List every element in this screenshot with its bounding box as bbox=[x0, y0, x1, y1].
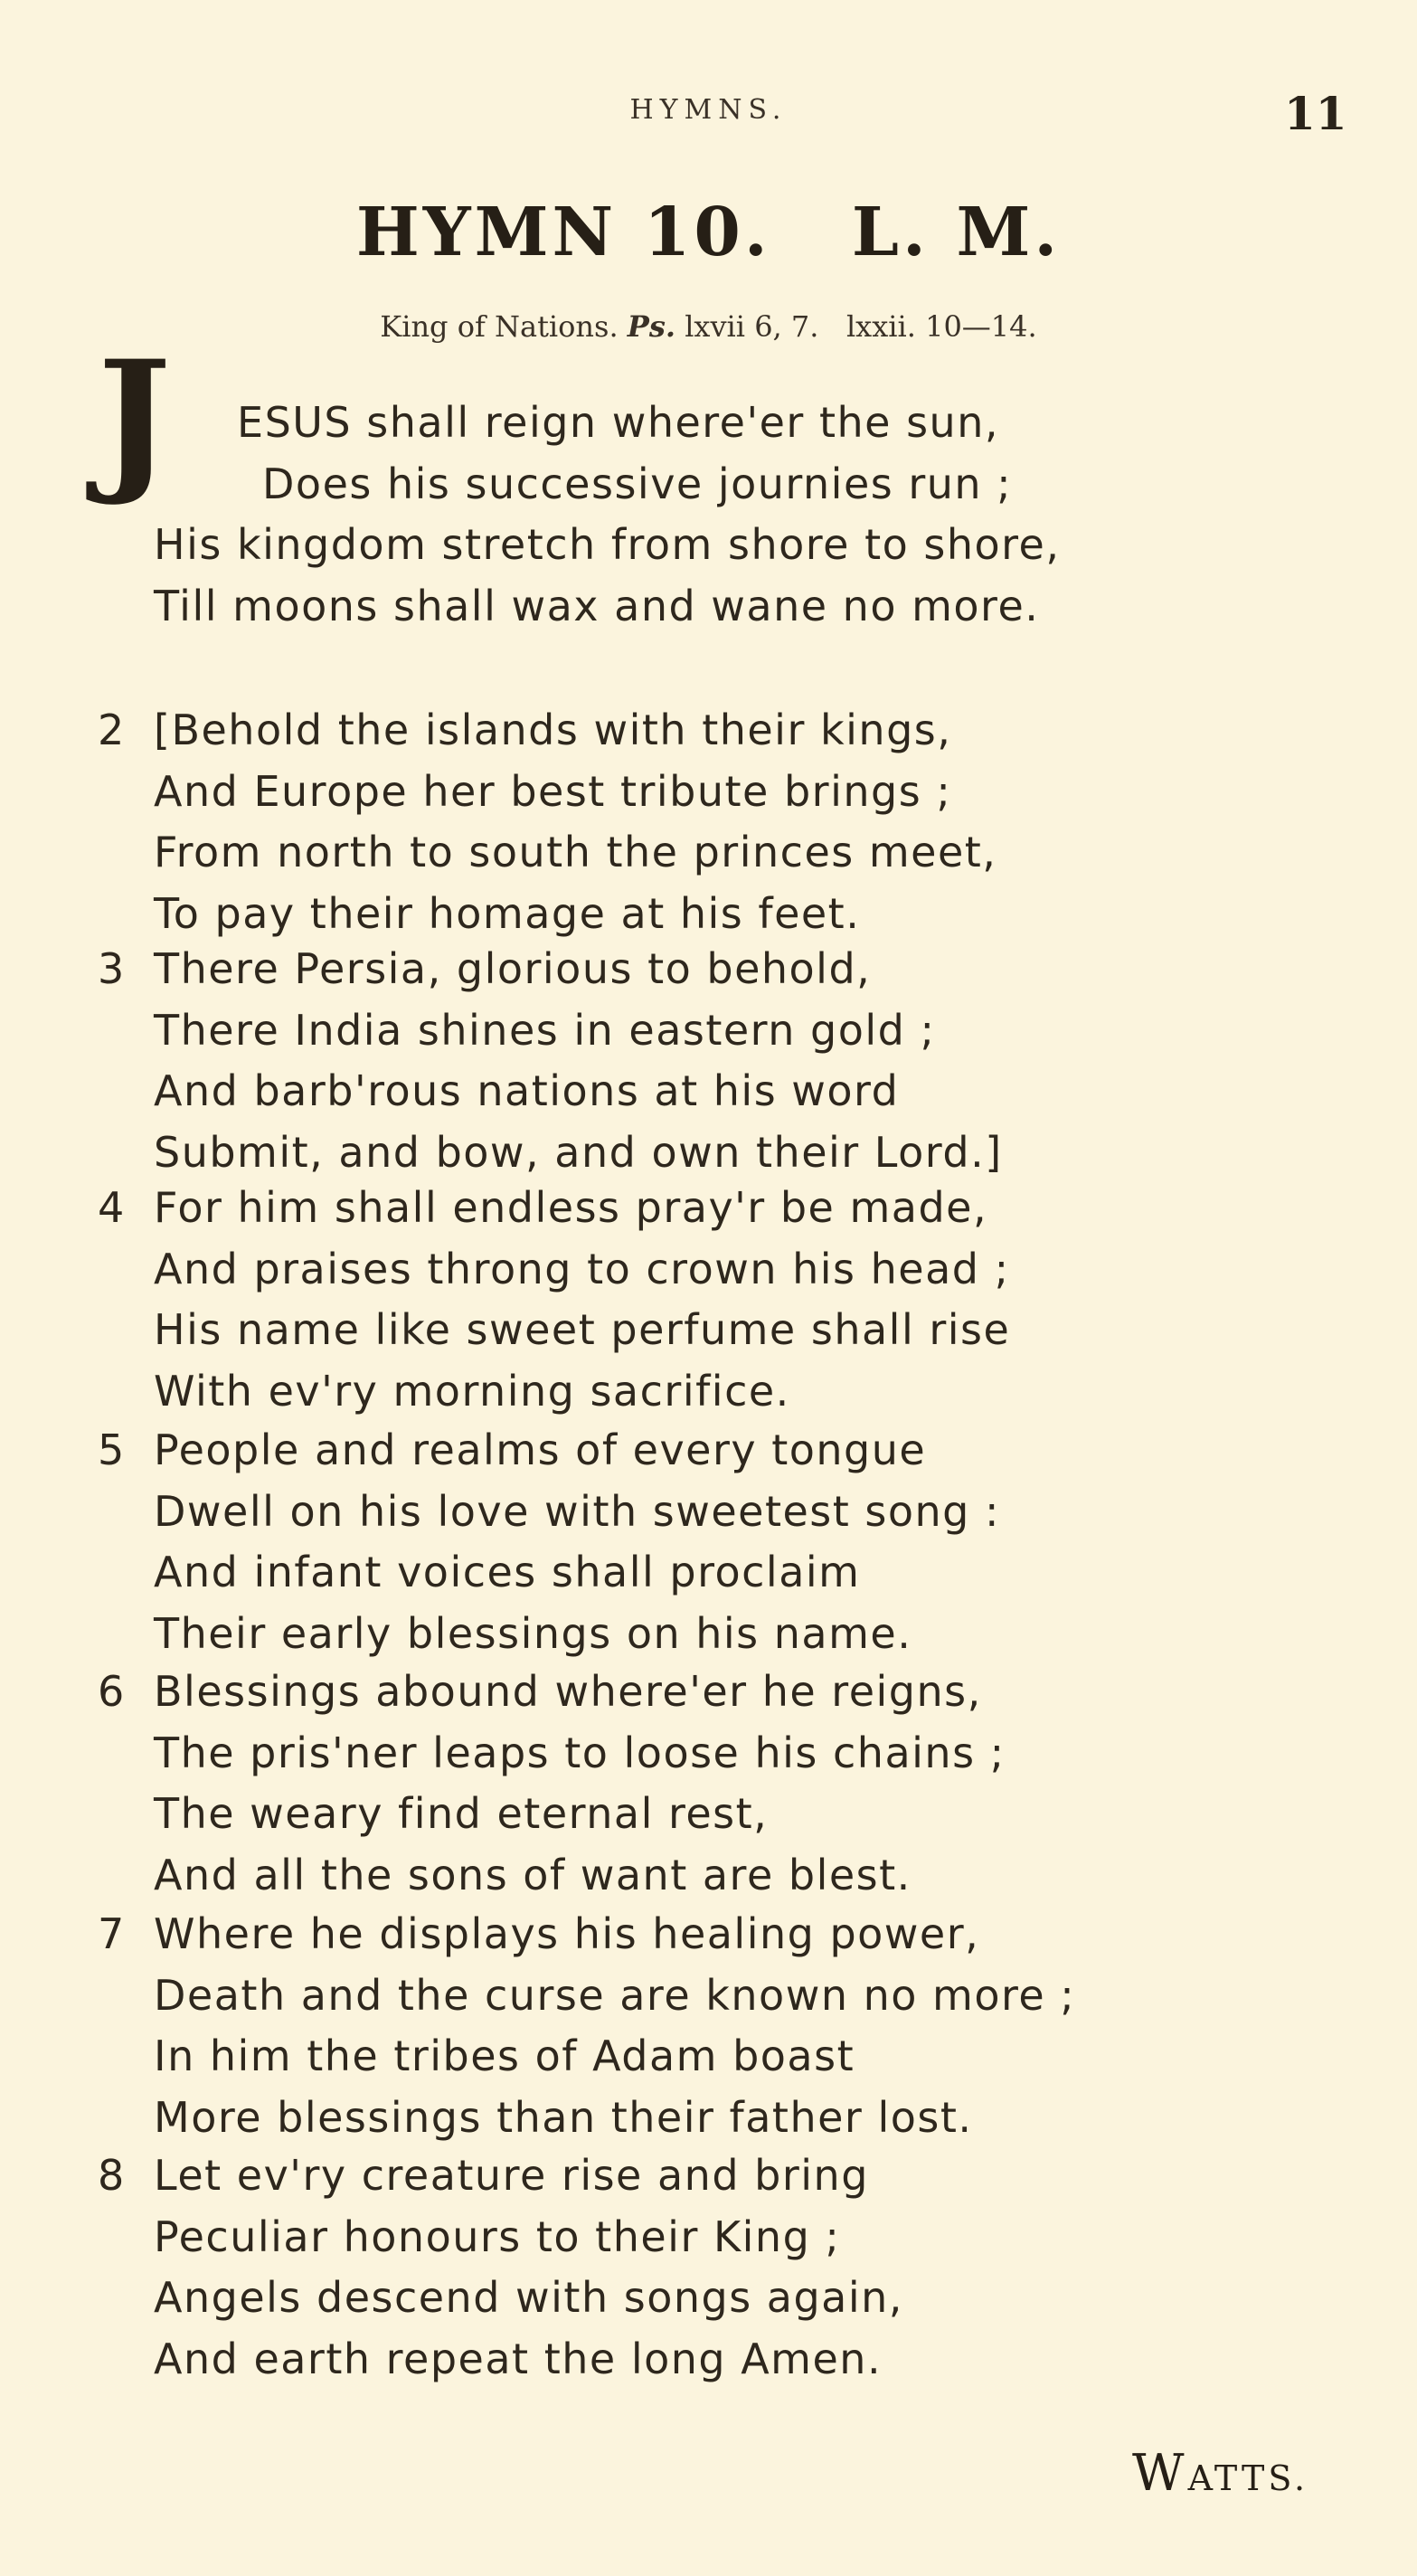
verse-line: His kingdom stretch from shore to shore, bbox=[154, 520, 1061, 569]
verse-line: With ev'ry morning sacrifice. bbox=[154, 1366, 790, 1416]
verse-line: There India shines in eastern gold ; bbox=[154, 1005, 936, 1055]
verse-line: To pay their homage at his feet. bbox=[154, 888, 861, 938]
verse-line: Where he displays his healing power, bbox=[154, 1909, 980, 1958]
page-number: 11 bbox=[1284, 87, 1347, 140]
subtitle-text: King of Nations. bbox=[380, 309, 619, 344]
verse-line: Angels descend with songs again, bbox=[154, 2273, 903, 2322]
verse-line: In him the tribes of Adam boast bbox=[154, 2031, 855, 2080]
verse-number: 2 bbox=[98, 706, 125, 754]
verse-line: Submit, and bow, and own their Lord.] bbox=[154, 1127, 1003, 1177]
verse-line: From north to south the princes meet, bbox=[154, 828, 997, 876]
verse-number: 3 bbox=[98, 944, 125, 993]
running-head: HYMNS. bbox=[629, 94, 788, 126]
verse-line: People and realms of every tongue bbox=[154, 1425, 927, 1474]
verse-line: There Persia, glorious to behold, bbox=[154, 944, 872, 993]
hymn-subtitle bbox=[0, 309, 1417, 344]
drop-cap: J bbox=[98, 326, 172, 509]
verse-number: 6 bbox=[98, 1667, 125, 1716]
verse-line: And barb'rous nations at his word bbox=[154, 1066, 900, 1115]
verse-line: For him shall endless pray'r be made, bbox=[154, 1183, 988, 1232]
author-initial: W bbox=[1132, 2444, 1188, 2503]
author-rest: ATTS. bbox=[1187, 2458, 1309, 2498]
verse-line: The pris'ner leaps to loose his chains ; bbox=[154, 1728, 1006, 1777]
hymn-title: HYMN 10. L. M. bbox=[355, 194, 1062, 271]
verse-line: And Europe her best tribute brings ; bbox=[154, 766, 952, 816]
subtitle-references: lxvii 6, 7. lxxii. 10—14. bbox=[685, 309, 1037, 344]
author-attribution bbox=[1132, 2444, 1308, 2503]
verse-line: ESUS shall reign where'er the sun, bbox=[237, 398, 999, 447]
verse-line: And earth repeat the long Amen. bbox=[154, 2334, 883, 2383]
verse-line: Till moons shall wax and wane no more. bbox=[154, 581, 1040, 630]
verse-line: His name like sweet perfume shall rise bbox=[154, 1305, 1011, 1354]
verse-number: 7 bbox=[98, 1909, 125, 1958]
verse-number: 5 bbox=[98, 1425, 125, 1474]
verse-line: Let ev'ry creature rise and bring bbox=[154, 2151, 869, 2200]
verse-line: More blessings than their father lost. bbox=[154, 2092, 973, 2142]
verse-number: 4 bbox=[98, 1183, 125, 1232]
verse-line: And all the sons of want are blest. bbox=[154, 1850, 912, 1899]
verse-line: Dwell on his love with sweetest song : bbox=[154, 1486, 1000, 1536]
subtitle-psalm-abbrev: Ps. bbox=[627, 309, 676, 344]
verse-line: The weary find eternal rest, bbox=[154, 1789, 769, 1838]
verse-line: Their early blessings on his name. bbox=[154, 1608, 912, 1658]
verse-line: Death and the curse are known no more ; bbox=[154, 1970, 1076, 2020]
verse-line: And infant voices shall proclaim bbox=[154, 1548, 861, 1596]
verse-line: Does his successive journies run ; bbox=[262, 459, 1013, 508]
verse-line: And praises throng to crown his head ; bbox=[154, 1244, 1010, 1293]
verse-line: [Behold the islands with their kings, bbox=[154, 706, 952, 754]
verse-line: Blessings abound where'er he reigns, bbox=[154, 1667, 982, 1716]
verse-number: 8 bbox=[98, 2151, 125, 2200]
verse-line: Peculiar honours to their King ; bbox=[154, 2211, 841, 2261]
